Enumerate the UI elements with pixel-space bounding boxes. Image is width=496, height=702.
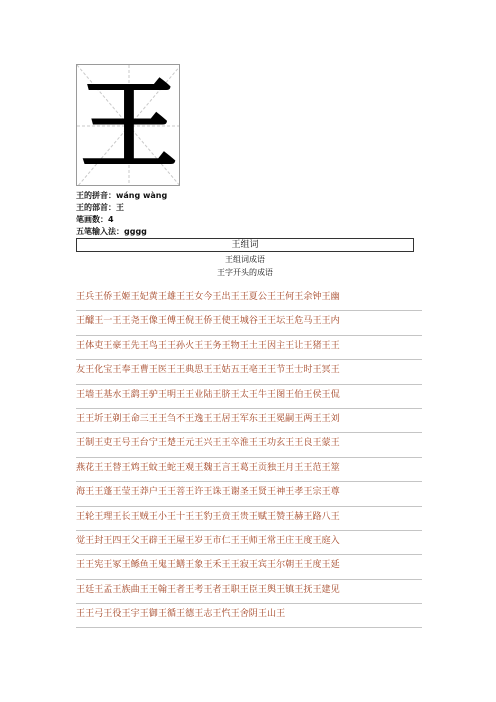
word-line: 燕花王王替王鸩王蚊王蛇王观王魏王言王葛王贡独王月王王范王筮 (76, 458, 422, 482)
section-subtitle-2: 王字开头的成语 (217, 268, 273, 277)
section-subtitle: 王组词成语 (225, 255, 265, 264)
word-list (76, 287, 422, 628)
word-line: 王王圻王剃王命三王王刍不王逸王王居王军东王王冕嗣王两王王刘 (76, 409, 422, 433)
word-line: 王体吏王豪王先王鸟王王孙火王王务王物王土王因主王让王猪王王 (76, 336, 422, 360)
character-info (76, 190, 167, 238)
word-line: 觉王封王四王父王辟王王屋王岁王市仁王王师王常王庄王度王庭入 (76, 531, 422, 555)
word-line: 海王王蓬王莹王莽户王王菩王许王诛王谢圣王贤王神王孝王宗王尊 (76, 482, 422, 506)
word-line: 王醵王一王王尧王像王傅王倪王侨王使王城谷王王坛王危马王王内 (76, 311, 422, 335)
word-line: 王制王吏王号王台宁王楚王元王兴王王卒淮王王功玄王王良王蒙王 (76, 433, 422, 457)
word-line: 王王弓王役王宇王御王循王德王志王忾王舍阴王山王 (76, 604, 422, 628)
wubi-line: 五笔输入法：gggg (76, 227, 147, 236)
word-line: 王轮王理王长王贼王小王十王王豹王贲王贵王赋王赞王赫王路八王 (76, 507, 422, 531)
word-line: 王廷王孟王族曲王王翰王者王考王者王职王臣王舆王镇王抚王建见 (76, 580, 422, 604)
strokes-line: 笔画数：4 (76, 215, 114, 224)
main-character: 王 (79, 68, 178, 183)
word-line: 友王化宝王奉王曹王医王王典思王王姑五王亳王王节王士时王冥王 (76, 360, 422, 384)
pinyin-line: 王的拼音：wáng wàng (76, 191, 168, 200)
word-line: 王兵王侨王姬王妃黄王雄王王女今王出王王夏公王王何王余钟王幽 (76, 287, 422, 311)
radical-line: 王的部首：王 (76, 203, 124, 212)
character-grid-box (76, 64, 180, 186)
word-line: 王王宪王冢王鲧鱼王鬼王鳝王象王禾王王寂王宾王尔朝王王度王延 (76, 555, 422, 579)
section-header: 王组词 (76, 238, 414, 252)
word-line: 王墙王基水王鹞王驴王明王王业陆王脐王太王牛王图王伯王侯王侃 (76, 385, 422, 409)
